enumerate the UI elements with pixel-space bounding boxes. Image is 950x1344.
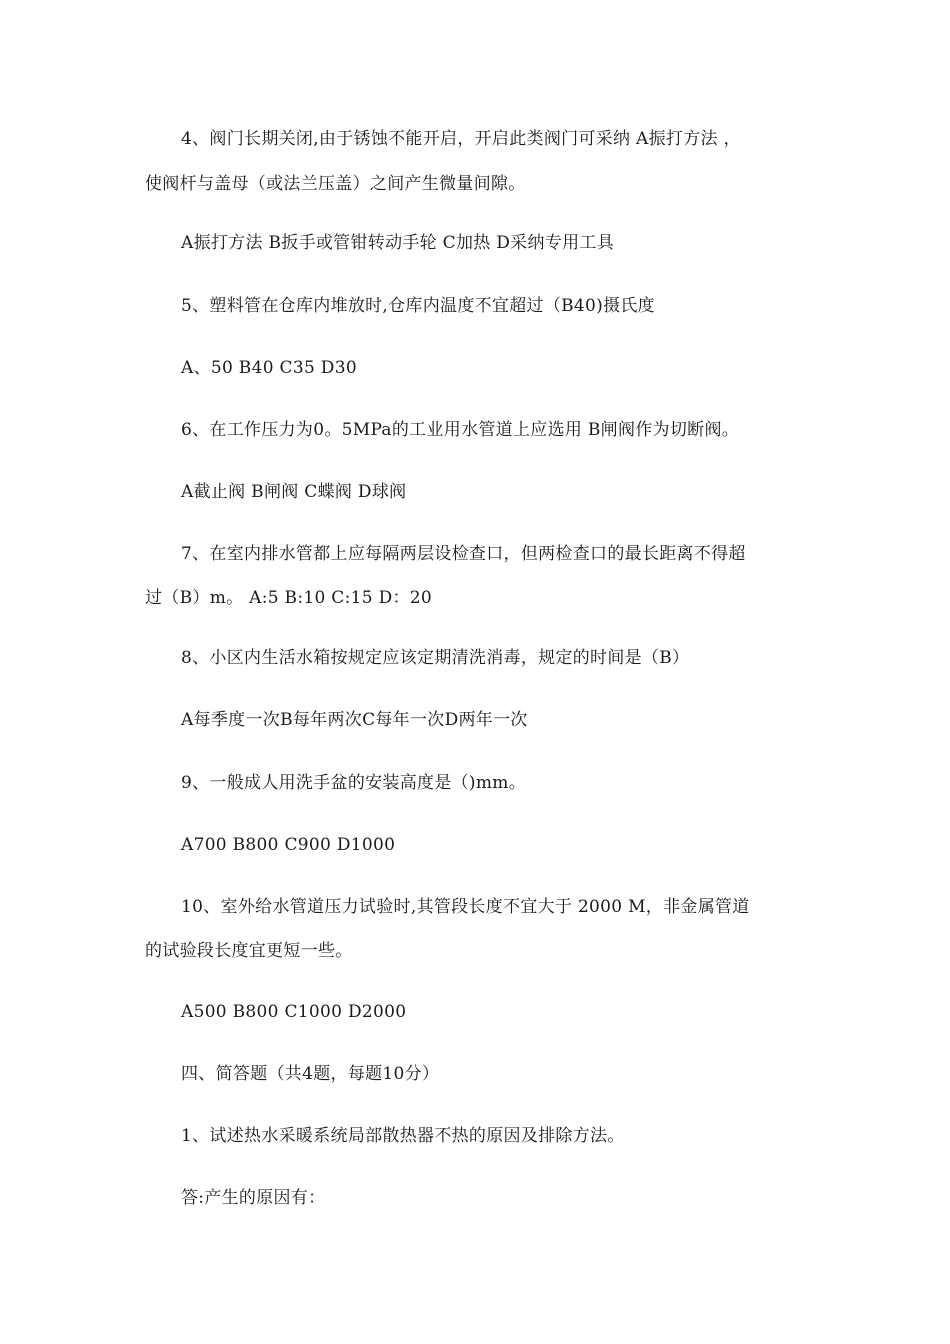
section-heading: 四、简答题（共4题，每题10分）	[181, 1064, 440, 1084]
question-5-text: 5、塑料管在仓库内堆放时,仓库内温度不宜超过（B40)摄氏度	[181, 296, 655, 316]
question-4-options: A振打方法 B扳手或管钳转动手轮 C加热 D采纳专用工具	[181, 233, 615, 253]
question-10-text: 10、室外给水管道压力试验时,其管段长度不宜大于 2000 M，非金属管道	[181, 897, 750, 917]
question-6-options: A截止阀 B闸阀 C蝶阀 D球阀	[181, 482, 407, 502]
question-7-text-continued: 过（B）m。 A:5 B:10 C:15 D：20	[145, 588, 433, 608]
answer-text: 答:产生的原因有：	[181, 1188, 326, 1208]
question-8-options: A每季度一次B每年两次C每年一次D两年一次	[181, 710, 528, 730]
question-7-text: 7、在室内排水管都上应每隔两层设检查口，但两检查口的最长距离不得超	[181, 544, 746, 564]
question-9-options: A700 B800 C900 D1000	[181, 835, 396, 855]
question-4-text: 4、阀门长期关闭,由于锈蚀不能开启，开启此类阀门可采纳 A振打方法 ，	[181, 129, 741, 149]
question-5-options: A、50 B40 C35 D30	[181, 358, 357, 378]
question-4-text-continued: 使阀杆与盖母（或法兰压盖）之间产生微量间隙。	[145, 174, 526, 194]
short-answer-question-1: 1、试述热水采暖系统局部散热器不热的原因及排除方法。	[181, 1126, 625, 1146]
question-6-text: 6、在工作压力为0。5MPa的工业用水管道上应选用 B闸阀作为切断阀。	[181, 420, 740, 440]
question-8-text: 8、小区内生活水箱按规定应该定期清洗消毒，规定的时间是（B）	[181, 648, 690, 668]
question-9-text: 9、一般成人用洗手盆的安装高度是（)mm。	[181, 773, 526, 793]
question-10-text-continued: 的试验段长度宜更短一些。	[145, 941, 353, 961]
question-10-options: A500 B800 C1000 D2000	[181, 1002, 407, 1022]
